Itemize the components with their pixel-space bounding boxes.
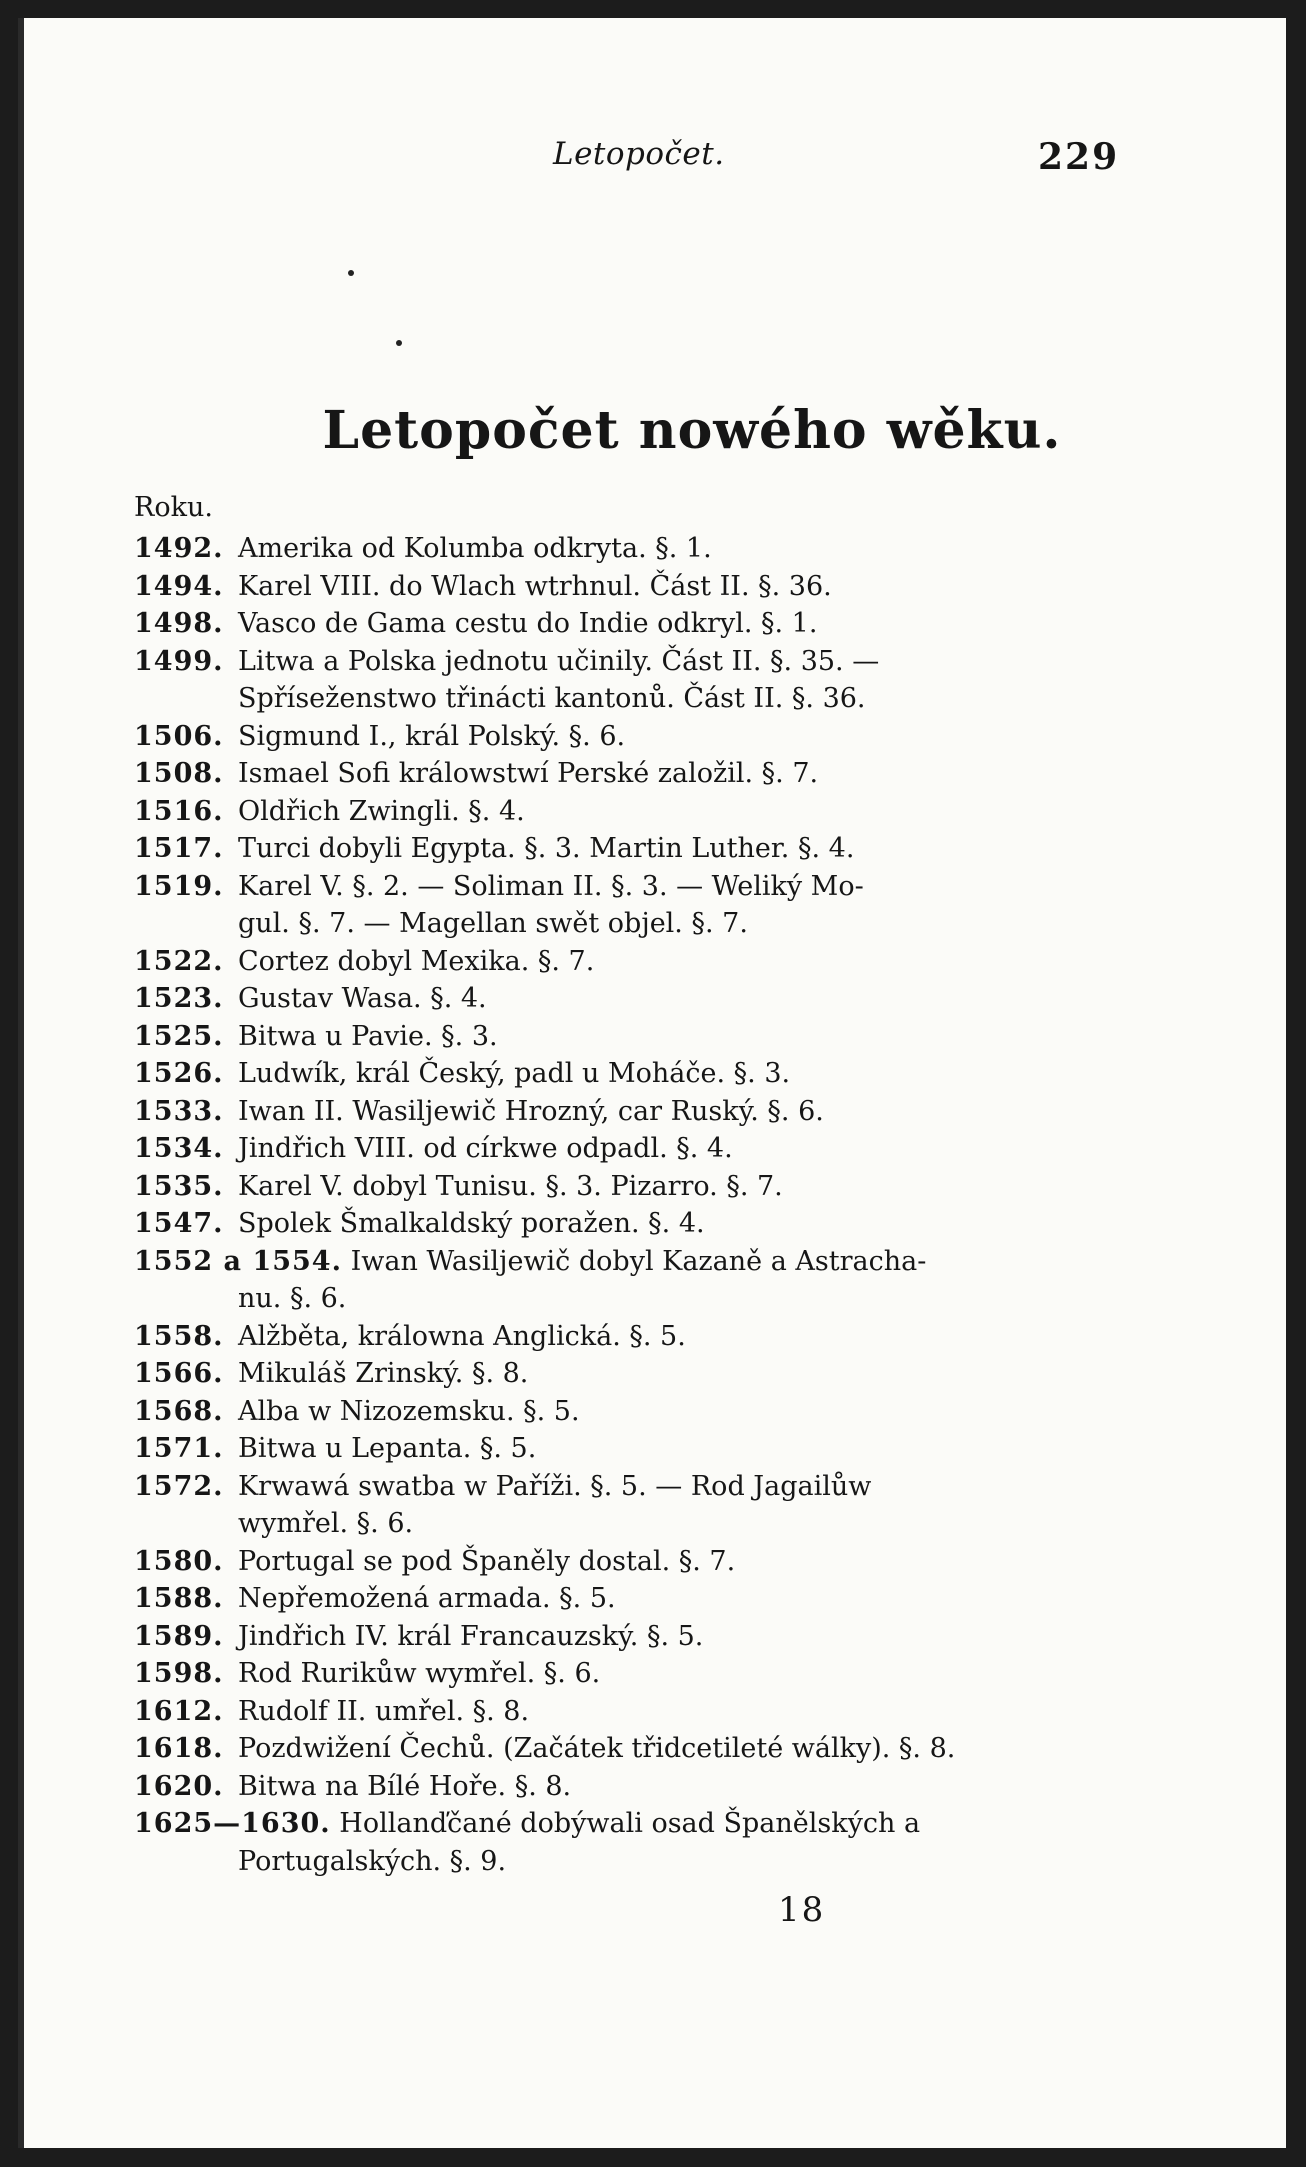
entry-text-continuation: nu. §. 6.	[238, 1283, 347, 1314]
entry-text: Vasco de Gama cestu do Indie odkryl. §. 1.	[238, 608, 818, 639]
chronology-entry	[134, 1618, 1144, 1656]
entry-year: 1589.	[134, 1620, 224, 1652]
entry-text: Ludwík, král Český, padl u Moháče. §. 3.	[238, 1058, 791, 1089]
entry-text: Rudolf II. umřel. §. 8.	[238, 1695, 530, 1727]
entry-year: 1498.	[134, 608, 224, 639]
entry-text: Iwan II. Wasiljewič Hrozný, car Ruský. §. 6.	[238, 1095, 824, 1127]
entry-year: 1547.	[134, 1208, 224, 1239]
ink-speck	[348, 270, 354, 276]
entry-year: 1580.	[134, 1545, 224, 1577]
entry-text: Bitwa u Lepanta. §. 5.	[238, 1433, 537, 1464]
chapter-heading-text: Letopočet nowého wěku.	[322, 400, 1062, 461]
entry-text: Bitwa u Pavie. §. 3.	[238, 1020, 498, 1052]
entry-text: Nepřemožená armada. §. 5.	[238, 1583, 616, 1614]
chronology-entry	[134, 1768, 1144, 1806]
entry-text: Alba w Nizozemsku. §. 5.	[238, 1395, 580, 1427]
entry-text: Portugal se pod Španěly dostal. §. 7.	[238, 1545, 736, 1577]
chronology-entry	[134, 1093, 1144, 1131]
chronology-entry	[134, 530, 1144, 568]
ink-speck	[396, 340, 402, 346]
chronology-entry	[134, 1655, 1144, 1693]
chronology-entry	[134, 1055, 1144, 1093]
chronology-entry	[134, 755, 1144, 793]
entry-year: 1492.	[134, 533, 224, 564]
chronology-entry	[134, 1468, 1144, 1543]
entry-year: 1572.	[134, 1470, 224, 1502]
entry-year: 1526.	[134, 1058, 224, 1089]
entry-year: 1558.	[134, 1320, 224, 1352]
entry-year: 1625—1630.	[134, 1808, 331, 1839]
entry-text: Krwawá swatba w Paříži. §. 5. — Rod Jagailůw	[238, 1470, 872, 1502]
chapter-heading	[18, 400, 1286, 461]
chronology-entry	[134, 1130, 1144, 1168]
chronology-entry	[134, 1243, 1144, 1318]
entry-text-continuation: gul. §. 7. — Magellan swět objel. §. 7.	[238, 908, 748, 939]
entry-text: Oldřich Zwingli. §. 4.	[238, 795, 525, 827]
chronology-entry	[134, 1393, 1144, 1431]
entry-text: Pozdwižení Čechů. (Začátek třidcetileté wálky). §. 8.	[238, 1733, 956, 1764]
running-title: Letopočet.	[553, 136, 725, 172]
entry-text: Karel VIII. do Wlach wtrhnul. Část II. §. 36.	[238, 570, 832, 602]
roku-label: Roku.	[134, 492, 213, 523]
entry-year: 1618.	[134, 1733, 224, 1764]
entry-text: Hollanďčané dobýwali osad Španělských a	[339, 1808, 921, 1839]
entry-text-continuation: Spříseženstwo třinácti kantonů. Část II. §. 36.	[238, 683, 866, 714]
chronology-entry	[134, 980, 1144, 1018]
entry-text: Iwan Wasiljewič dobyl Kazaně a Astracha-	[350, 1245, 927, 1277]
chronology-entry	[134, 830, 1144, 868]
chronology-entry	[134, 1168, 1144, 1206]
entry-text: Alžběta, králowna Anglická. §. 5.	[238, 1320, 686, 1352]
entry-text: Mikuláš Zrinský. §. 8.	[238, 1358, 529, 1389]
chronology-entry	[134, 1580, 1144, 1618]
chronology-entry	[134, 1430, 1144, 1468]
chronology-entry	[134, 1018, 1144, 1056]
entry-year: 1494.	[134, 570, 224, 602]
entry-text-continuation: Portugalských. §. 9.	[238, 1845, 507, 1877]
entry-year: 1517.	[134, 833, 224, 864]
entry-text: Gustav Wasa. §. 4.	[238, 983, 487, 1014]
entry-year: 1508.	[134, 758, 224, 789]
entry-text: Cortez dobyl Mexika. §. 7.	[238, 945, 595, 977]
entry-year: 1535.	[134, 1170, 224, 1202]
chronology-list	[134, 530, 1144, 1880]
page-number: 229	[1038, 136, 1120, 178]
entry-year: 1571.	[134, 1433, 224, 1464]
entry-text: Jindřich VIII. od církwe odpadl. §. 4.	[238, 1133, 733, 1164]
chronology-entry	[134, 643, 1144, 718]
entry-year: 1519.	[134, 870, 224, 902]
entry-text-continuation: wymřel. §. 6.	[238, 1508, 414, 1539]
signature-mark: 18	[778, 1890, 826, 1930]
entry-year: 1588.	[134, 1583, 224, 1614]
chronology-entry	[134, 605, 1144, 643]
entry-year: 1534.	[134, 1133, 224, 1164]
entry-year: 1620.	[134, 1770, 224, 1802]
entry-year: 1499.	[134, 645, 224, 677]
entry-year: 1525.	[134, 1020, 224, 1052]
entry-year: 1568.	[134, 1395, 224, 1427]
entry-text: Sigmund I., král Polský. §. 6.	[238, 720, 626, 752]
entry-year: 1552 a 1554.	[134, 1245, 342, 1277]
entry-year: 1533.	[134, 1095, 224, 1127]
chronology-entry	[134, 1543, 1144, 1581]
chronology-entry	[134, 868, 1144, 943]
chronology-entry	[134, 568, 1144, 606]
entry-year: 1566.	[134, 1358, 224, 1389]
chronology-entry	[134, 1693, 1144, 1731]
entry-year: 1522.	[134, 945, 224, 977]
chronology-entry	[134, 943, 1144, 981]
entry-text: Karel V. §. 2. — Soliman II. §. 3. — Weliký Mo-	[238, 870, 864, 902]
page-gutter-shadow	[18, 18, 24, 2148]
entry-text: Amerika od Kolumba odkryta. §. 1.	[238, 533, 712, 564]
entry-year: 1612.	[134, 1695, 224, 1727]
chronology-entry	[134, 718, 1144, 756]
entry-text: Litwa a Polska jednotu učinily. Část II. §. 35. —	[238, 645, 880, 677]
entry-year: 1523.	[134, 983, 224, 1014]
entry-text: Rod Rurikůw wymřel. §. 6.	[238, 1658, 601, 1689]
chronology-entry	[134, 1730, 1144, 1768]
entry-text: Jindřich IV. král Francauzský. §. 5.	[238, 1620, 704, 1652]
running-header	[18, 136, 1286, 186]
chronology-entry	[134, 1355, 1144, 1393]
entry-year: 1506.	[134, 720, 224, 752]
entry-text: Spolek Šmalkaldský poražen. §. 4.	[238, 1208, 705, 1239]
entry-text: Bitwa na Bílé Hoře. §. 8.	[238, 1770, 572, 1802]
chronology-entry	[134, 793, 1144, 831]
chronology-entry	[134, 1205, 1144, 1243]
entry-year: 1516.	[134, 795, 224, 827]
entry-text: Turci dobyli Egypta. §. 3. Martin Luther. §. 4.	[238, 833, 855, 864]
book-page	[18, 18, 1286, 2148]
entry-text: Karel V. dobyl Tunisu. §. 3. Pizarro. §. 7.	[238, 1170, 783, 1202]
chronology-entry	[134, 1805, 1144, 1880]
entry-year: 1598.	[134, 1658, 224, 1689]
chronology-entry	[134, 1318, 1144, 1356]
entry-text: Ismael Sofi králowstwí Perské založil. §. 7.	[238, 758, 819, 789]
